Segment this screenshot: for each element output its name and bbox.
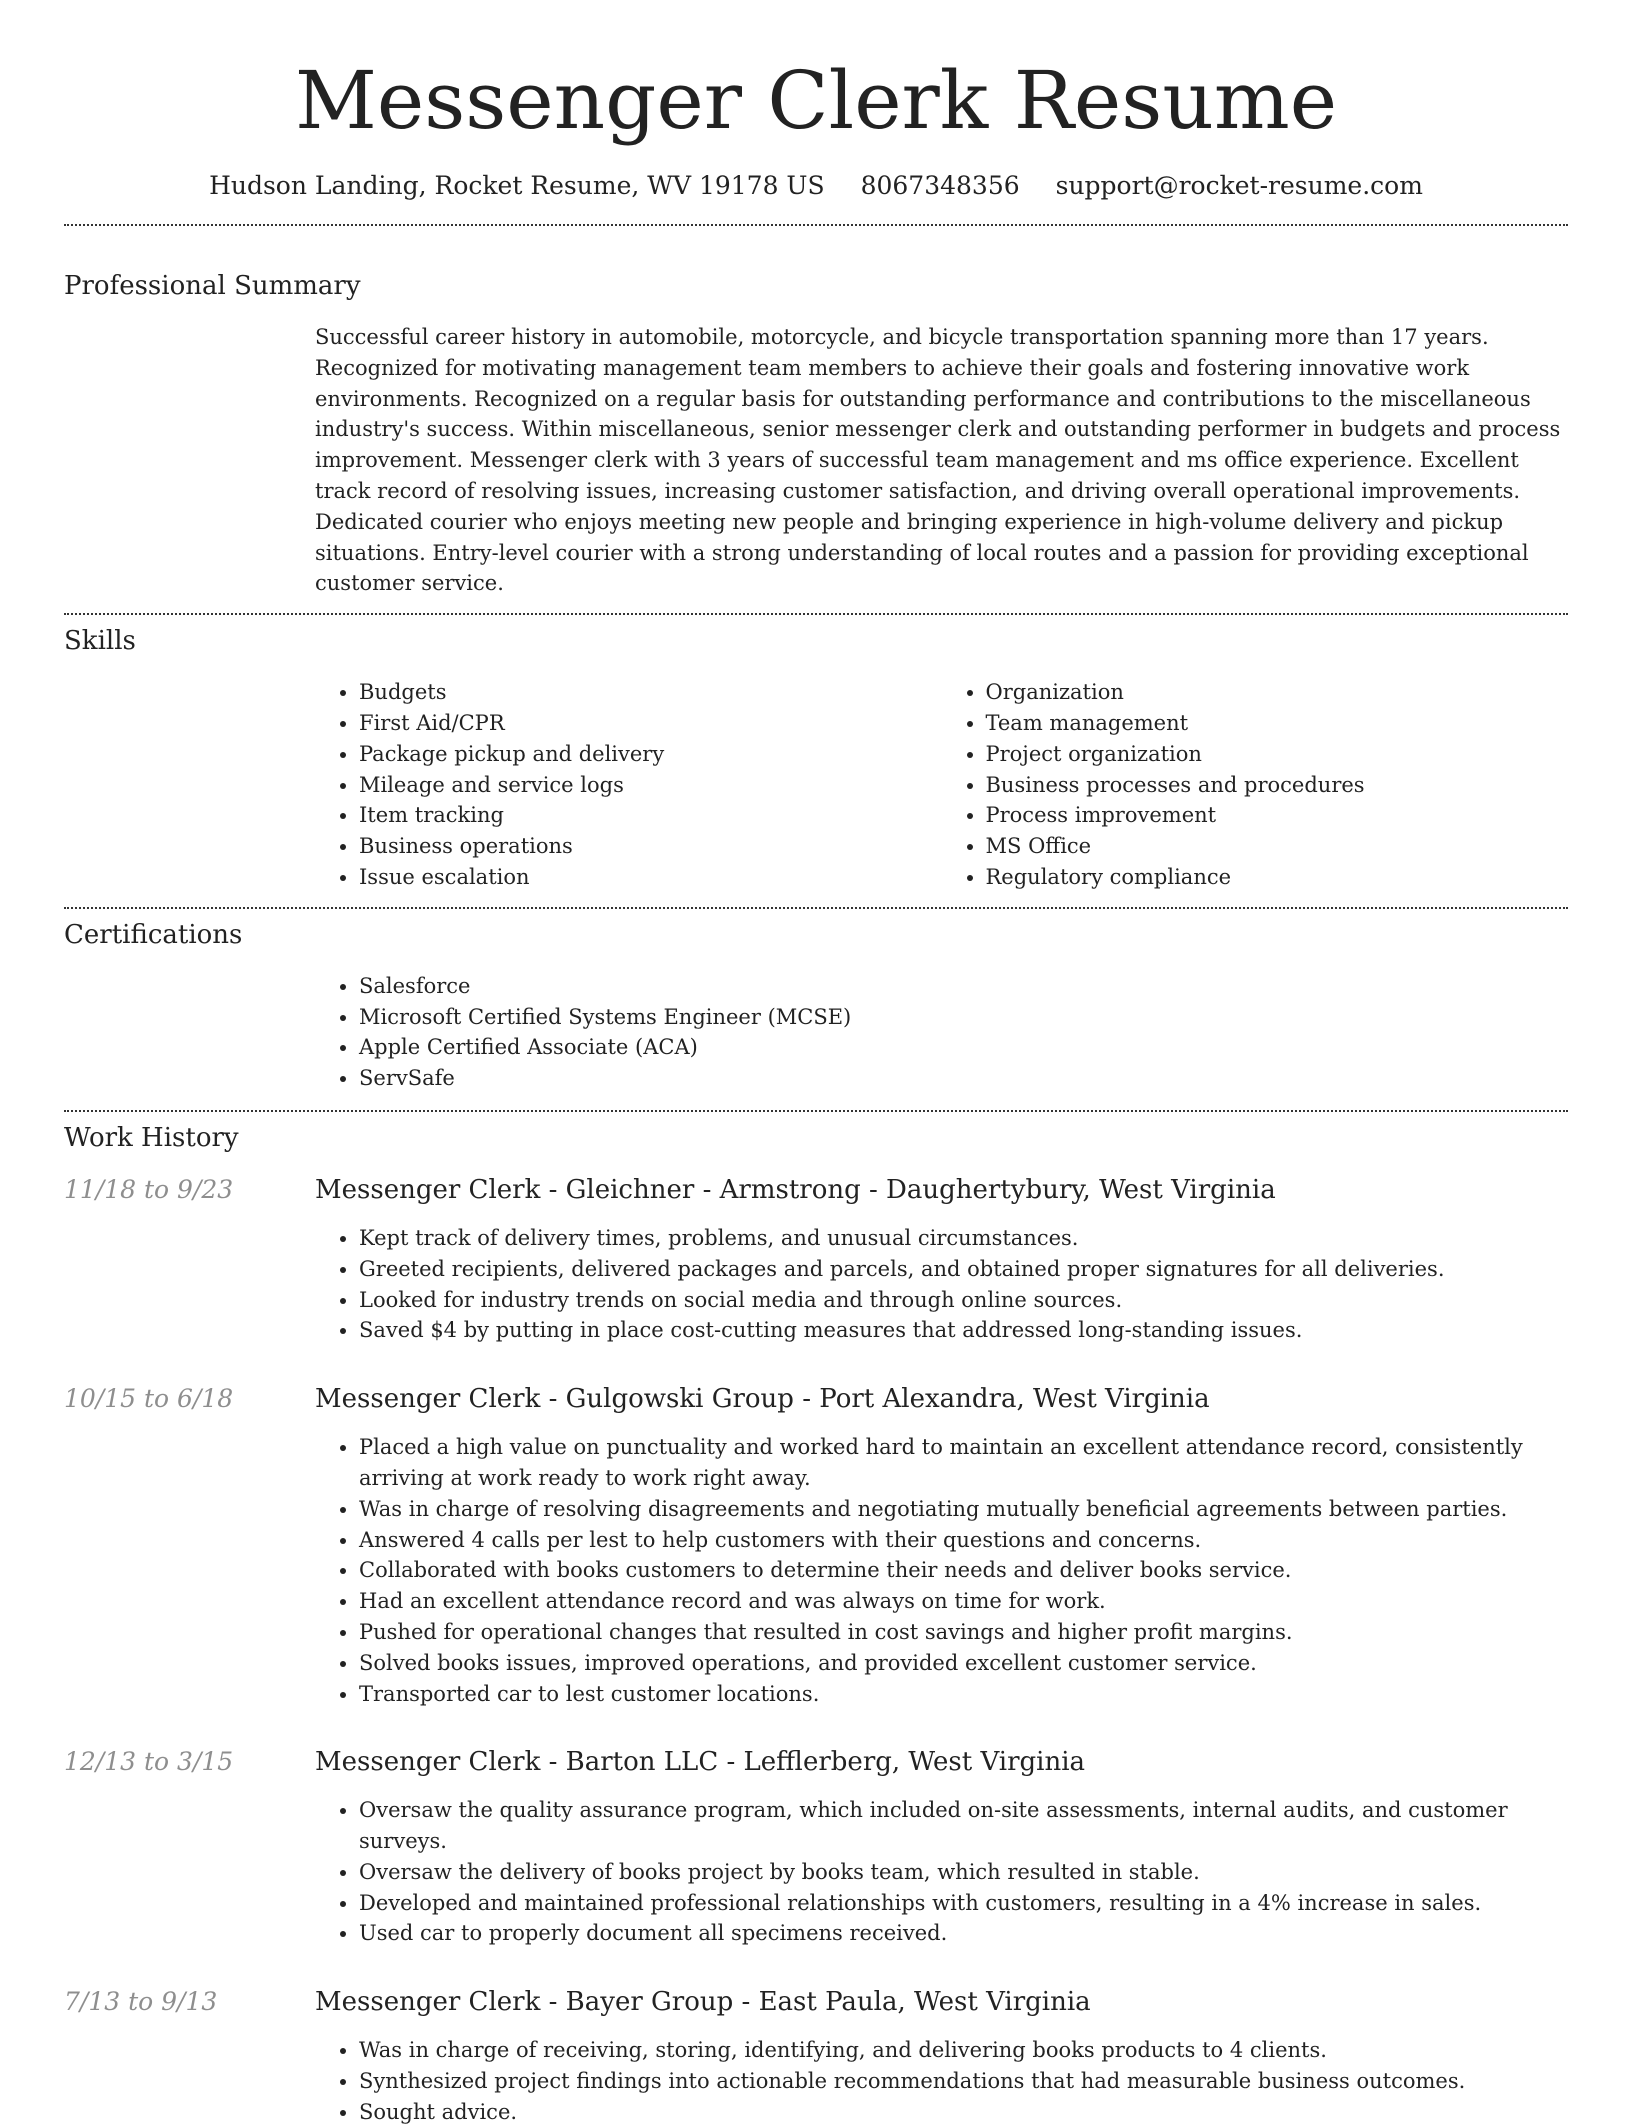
- skill-item: • Item tracking: [359, 800, 942, 831]
- skills-divider: [64, 907, 1568, 909]
- job-bullets: [315, 1223, 1568, 1346]
- job-bullet: • Saved $4 by putting in place cost-cutting measures that addressed long-standing issues.: [359, 1315, 1568, 1346]
- resume-title: Messenger Clerk Resume: [294, 54, 1338, 147]
- summary-divider: [64, 613, 1568, 615]
- summary-section: [64, 268, 1568, 599]
- job-bullet: • Collaborated with books customers to determine their needs and deliver books service.: [359, 1555, 1568, 1586]
- job-bullet-list: [315, 2035, 1568, 2127]
- job-bullet-list: [315, 1223, 1568, 1346]
- job-bullet: • Developed and maintained professional relationships with customers, resulting in a 4% increase in sales.: [359, 1888, 1568, 1919]
- skill-item: • Mileage and service logs: [359, 770, 942, 801]
- job-bullet: • Oversaw the delivery of books project by books team, which resulted in stable.: [359, 1857, 1568, 1888]
- summary-heading: Professional Summary: [64, 271, 361, 301]
- job-bullets: [315, 1795, 1568, 1949]
- skill-item: • Regulatory compliance: [986, 862, 1569, 893]
- contact-line: [64, 168, 1568, 204]
- job-bullets: [315, 1432, 1568, 1709]
- job-bullet: • Synthesized project findings into actionable recommendations that had measurable business outcomes.: [359, 2066, 1568, 2097]
- skill-item: • Process improvement: [986, 800, 1569, 831]
- job-bullet-list: [315, 1432, 1568, 1709]
- job-bullet: • Oversaw the quality assurance program, which included on-site assessments, internal audits, and customer surveys.: [359, 1795, 1568, 1857]
- certification-item: • Salesforce: [359, 971, 1568, 1002]
- work-history-heading: Work History: [64, 1122, 239, 1153]
- job-bullet: • Kept track of delivery times, problems, and unusual circumstances.: [359, 1223, 1568, 1254]
- certification-item: • Microsoft Certified Systems Engineer (MCSE): [359, 1002, 1568, 1033]
- job-bullet: • Was in charge of resolving disagreements and negotiating mutually beneficial agreements between parties.: [359, 1494, 1568, 1525]
- skills-section: [64, 623, 1568, 893]
- job-bullet: • Greeted recipients, delivered packages and parcels, and obtained proper signatures for all deliveries.: [359, 1254, 1568, 1285]
- job-bullet-list: [315, 1795, 1568, 1949]
- certifications-content: [315, 971, 1568, 1094]
- skills-list-left: [315, 677, 942, 893]
- job-dates: 7/13 to 9/13: [64, 1987, 218, 2017]
- job-bullet: • Answered 4 calls per lest to help customers with their questions and concerns.: [359, 1525, 1568, 1556]
- certification-item: • ServSafe: [359, 1063, 1568, 1094]
- job-header: [64, 1987, 1568, 2027]
- job-entry: [64, 1747, 1568, 1949]
- certifications-heading: Certifications: [64, 919, 243, 950]
- job-bullets: [315, 2035, 1568, 2127]
- skill-item: • Issue escalation: [359, 862, 942, 893]
- header-divider: [64, 224, 1568, 226]
- skill-item: • Business operations: [359, 831, 942, 862]
- contact-phone: 8067348356: [860, 171, 1020, 200]
- job-bullet: • Transported car to lest customer locations.: [359, 1679, 1568, 1710]
- job-dates: 12/13 to 3/15: [64, 1747, 234, 1777]
- certifications-list: [315, 971, 1568, 1094]
- job-dates: 11/18 to 9/23: [64, 1174, 234, 1204]
- job-bullet: • Was in charge of receiving, storing, identifying, and delivering books products to 4 clients.: [359, 2035, 1568, 2066]
- job-entry: [64, 1384, 1568, 1709]
- summary-text: Successful career history in automobile, motorcycle, and bicycle transportation spanning more than 17 years. Recognized for motivating management team members to achieve their goals and fostering innovative work environments. Recognized on a regular basis for outstanding performance and contributions to the miscellaneous industry's success. Within miscellaneous, senior messenger clerk and outstanding performer in budgets and process improvement. Messenger clerk with 3 years of successful team management and ms office experience. Excellent track record of resolving issues, increasing customer satisfaction, and driving overall operational improvements. Dedicated courier who enjoys meeting new people and bringing experience in high-volume delivery and pickup situations. Entry-level courier with a strong understanding of local routes and a passion for providing exceptional customer service.: [315, 325, 1561, 596]
- job-title: Messenger Clerk - Gleichner - Armstrong - Daughertybury, West Virginia: [315, 1174, 1276, 1205]
- job-header: [64, 1175, 1568, 1215]
- skill-item: • Organization: [986, 677, 1569, 708]
- job-bullet: • Placed a high value on punctuality and worked hard to maintain an excellent attendance record, consistently arriving at work ready to work right away.: [359, 1432, 1568, 1494]
- job-bullet: • Solved books issues, improved operations, and provided excellent customer service.: [359, 1648, 1568, 1679]
- job-dates: 10/15 to 6/18: [64, 1384, 234, 1414]
- work-history-section: [64, 1120, 1568, 2128]
- job-entry: [64, 1175, 1568, 1346]
- job-bullet: • Pushed for operational changes that resulted in cost savings and higher profit margins.: [359, 1617, 1568, 1648]
- contact-address: Hudson Landing, Rocket Resume, WV 19178 US: [209, 171, 825, 200]
- resume-page: [64, 0, 1568, 2128]
- job-title: Messenger Clerk - Gulgowski Group - Port Alexandra, West Virginia: [315, 1384, 1210, 1415]
- skill-item: • Business processes and procedures: [986, 770, 1569, 801]
- contact-email: support@rocket-resume.com: [1055, 171, 1423, 200]
- job-title: Messenger Clerk - Bayer Group - East Paula, West Virginia: [315, 1987, 1091, 2018]
- skill-item: • Package pickup and delivery: [359, 739, 942, 770]
- skill-item: • Budgets: [359, 677, 942, 708]
- job-header: [64, 1384, 1568, 1424]
- skill-item: • Project organization: [986, 739, 1569, 770]
- skill-item: • Team management: [986, 708, 1569, 739]
- certifications-divider: [64, 1110, 1568, 1112]
- certification-item: • Apple Certified Associate (ACA): [359, 1032, 1568, 1063]
- skill-item: • First Aid/CPR: [359, 708, 942, 739]
- job-bullet: • Sought advice.: [359, 2097, 1568, 2128]
- skills-list-right: [942, 677, 1569, 893]
- certifications-section: [64, 917, 1568, 1094]
- skills-content: [315, 677, 1568, 893]
- job-bullet: • Used car to properly document all specimens received.: [359, 1918, 1568, 1949]
- job-bullet: • Looked for industry trends on social media and through online sources.: [359, 1285, 1568, 1316]
- job-title: Messenger Clerk - Barton LLC - Lefflerberg, West Virginia: [315, 1747, 1086, 1778]
- summary-content: [315, 322, 1568, 599]
- skill-item: • MS Office: [986, 831, 1569, 862]
- job-entry: [64, 1987, 1568, 2127]
- job-header: [64, 1747, 1568, 1787]
- skills-heading: Skills: [64, 626, 136, 657]
- job-bullet: • Had an excellent attendance record and was always on time for work.: [359, 1586, 1568, 1617]
